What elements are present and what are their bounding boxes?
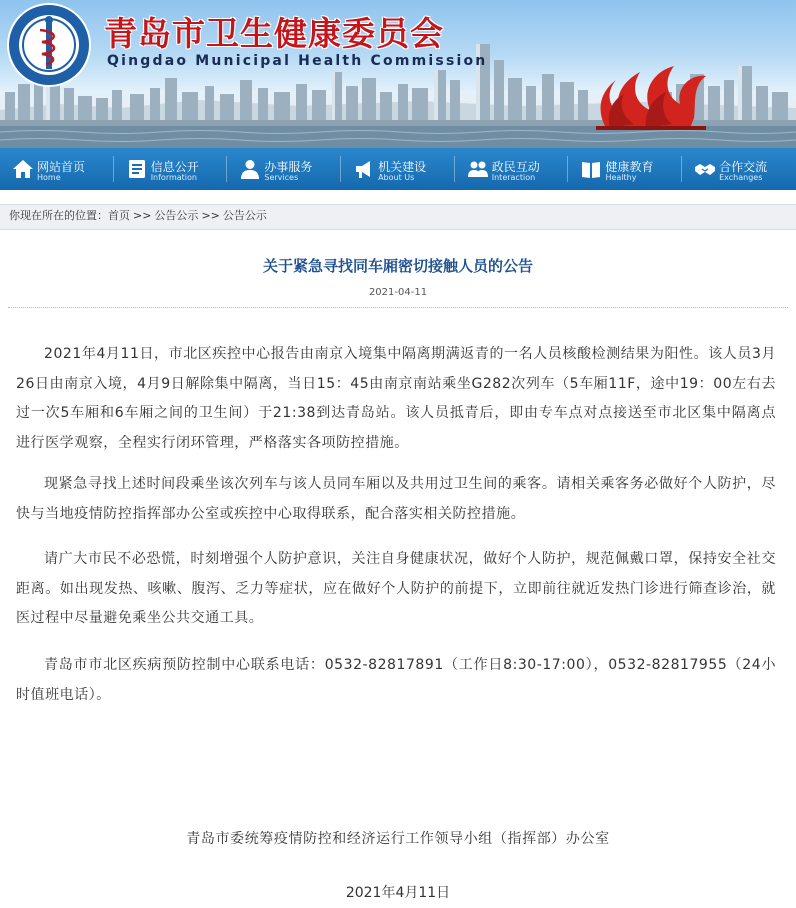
book-icon xyxy=(580,158,602,180)
site-title: 青岛市卫生健康委员会 xyxy=(104,14,444,53)
article-signature: 青岛市委统筹疫情防控和经济运行工作领导小组（指挥部）办公室 xyxy=(186,831,610,847)
breadcrumb-link-announcements[interactable]: 公告公示 xyxy=(154,209,199,222)
nav-label: 办事服务 xyxy=(264,160,313,174)
nav-label-en: Services xyxy=(264,173,299,182)
nav-label: 政民互动 xyxy=(491,160,540,174)
title-divider xyxy=(8,307,788,308)
nav-item-about-us[interactable] xyxy=(341,148,455,190)
may-wind-sculpture xyxy=(596,66,706,130)
person-icon xyxy=(239,158,261,180)
nav-label-en: Healthy xyxy=(605,173,637,182)
megaphone-icon xyxy=(353,158,375,180)
nav-label-en: Exchanges xyxy=(719,173,763,182)
people-icon xyxy=(467,158,489,180)
breadcrumb-prefix: 你现在所在的位置： xyxy=(9,209,108,222)
nav-item-home[interactable] xyxy=(0,148,114,190)
nav-label: 健康教育 xyxy=(605,160,654,174)
nav-label-en: Interaction xyxy=(491,173,536,182)
nav-label-en: Information xyxy=(150,173,197,182)
article-paragraph: 现紧急寻找上述时间段乘坐该次列车与该人员同车厢以及共用过卫生间的乘客。请相关乘客务必做好个人防护，尽快与当地疫情防控指挥部办公室或疾控中心取得联系，配合落实相关防控措施。 xyxy=(16,476,776,522)
nav-item-exchanges[interactable] xyxy=(682,148,796,190)
nav-item-interaction[interactable] xyxy=(455,148,569,190)
breadcrumb-separator: >> xyxy=(133,209,152,222)
nav-item-information[interactable] xyxy=(114,148,228,190)
article-paragraph: 青岛市市北区疾病预防控制中心联系电话：0532-82817891（工作日8:30-17:00），0532-82817955（24小时值班电话）。 xyxy=(16,657,776,703)
signature-date: 2021年4月11日 xyxy=(345,885,451,901)
nav-label: 信息公开 xyxy=(150,160,199,174)
nav-item-healthy[interactable] xyxy=(568,148,682,190)
home-icon xyxy=(12,158,34,180)
site-banner xyxy=(0,0,796,148)
nav-label: 网站首页 xyxy=(37,160,86,174)
nav-label-en: About Us xyxy=(378,173,415,182)
article-paragraph: 请广大市民不必恐慌，时刻增强个人防护意识，关注自身健康状况，做好个人防护，规范佩戴口罩，保持安全社交距离。如出现发热、咳嗽、腹泻、乏力等症状，应在做好个人防护的前提下，立即前往就近发热门诊进行筛查诊治，就医过程中尽量避免乘坐公共交通工具。 xyxy=(16,551,776,626)
nav-label-en: Home xyxy=(37,173,61,182)
breadcrumb-separator: >> xyxy=(201,209,220,222)
document-icon xyxy=(126,158,148,180)
breadcrumb-link-current[interactable]: 公告公示 xyxy=(222,209,267,222)
nav-label: 合作交流 xyxy=(719,160,768,174)
site-subtitle: Qingdao Municipal Health Commission xyxy=(107,53,488,69)
handshake-icon xyxy=(694,158,716,180)
commission-logo xyxy=(6,2,92,88)
breadcrumb xyxy=(0,204,796,230)
main-nav xyxy=(0,148,796,190)
nav-label: 机关建设 xyxy=(378,160,427,174)
article-date: 2021-04-11 xyxy=(368,287,428,298)
nav-item-services[interactable] xyxy=(227,148,341,190)
breadcrumb-link-home[interactable]: 首页 xyxy=(108,209,130,222)
article-title: 关于紧急寻找同车厢密切接触人员的公告 xyxy=(262,257,533,275)
article-paragraph: 2021年4月11日，市北区疾控中心报告由南京入境集中隔离期满返青的一名人员核酸检测结果为阳性。该人员3月26日由南京入境，4月9日解除集中隔离，当日15：45由南京南站乘坐G282次列车（5车厢11F，途中19：00左右去过一次5车厢和6车厢之间的卫生间）于21:38到达青岛站。该人员抵青后，即由专车点对点接送至市北区集中隔离点进行医学观察，全程实行闭环管理，严格落实各项防控措施。 xyxy=(16,346,776,451)
